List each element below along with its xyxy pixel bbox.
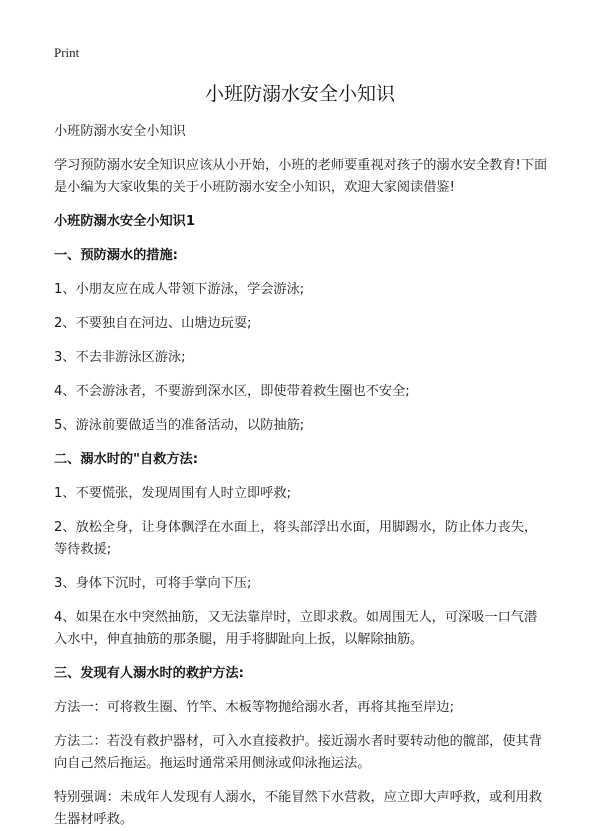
part2-item: 4、如果在水中突然抽筋，又无法靠岸时，立即求救。如周围无人，可深吸一口气潜入水中，伸直抽筋的那条腿，用手将脚趾向上扳，以解除抽筋。 <box>54 610 538 647</box>
part3-item: 特别强调：未成年人发现有人溺水，不能冒然下水营救，应立即大声呼救，或利用救生器材呼救。 <box>54 790 542 827</box>
part1-item: 1、小朋友应在成人带领下游泳，学会游泳; <box>54 282 305 297</box>
part3-item: 方法一：可将救生圈、竹竿、木板等物抛给溺水者，再将其拖至岸边; <box>54 700 455 715</box>
section-heading: 小班防溺水安全小知识1 <box>54 214 196 229</box>
part3-item: 方法二：若没有救护器材，可入水直接救护。接近溺水者时要转动他的髋部，使其背向自己然后拖运。拖运时通常采用侧泳或仰泳拖运法。 <box>54 734 542 771</box>
print-link[interactable]: Print <box>54 45 80 60</box>
page-title: 小班防溺水安全小知识 <box>204 83 395 105</box>
part1-item: 2、不要独自在河边、山塘边玩耍; <box>54 316 252 331</box>
subtitle: 小班防溺水安全小知识 <box>54 124 186 139</box>
part1-heading: 一、预防溺水的措施: <box>54 248 178 263</box>
part2-item: 2、放松全身，让身体飘浮在水面上，将头部浮出水面，用脚踢水，防止体力丧失，等待救援; <box>54 520 538 557</box>
part1-item: 5、游泳前要做适当的准备活动，以防抽筋; <box>54 418 305 433</box>
part2-item: 1、不要慌张，发现周围有人时立即呼救; <box>54 486 292 501</box>
intro-paragraph: 学习预防溺水安全知识应该从小开始，小班的老师要重视对孩子的溺水安全教育!下面是小编为大家收集的关于小班防溺水安全小知识，欢迎大家阅读借鉴! <box>54 158 548 195</box>
part2-heading: 二、溺水时的"自救方法: <box>54 452 199 467</box>
part1-item: 4、不会游泳者，不要游到深水区，即使带着救生圈也不安全; <box>54 384 410 399</box>
part1-item: 3、不去非游泳区游泳; <box>54 350 186 365</box>
part2-item: 3、身体下沉时，可将手掌向下压; <box>54 576 252 591</box>
article-body <box>54 121 550 831</box>
part3-heading: 三、发现有人溺水时的救护方法: <box>54 666 244 681</box>
